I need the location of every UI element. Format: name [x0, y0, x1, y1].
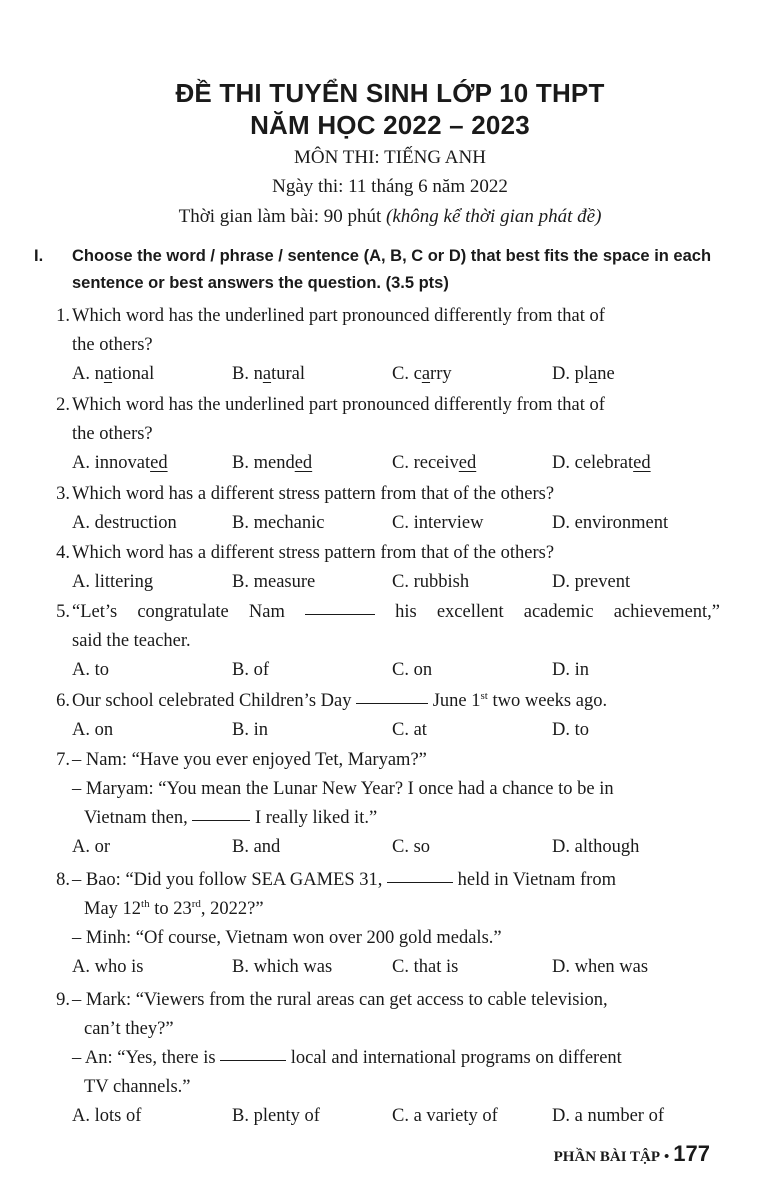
option-b[interactable]: B. mechanic: [232, 513, 325, 533]
underlined-part: a: [421, 364, 431, 384]
option-b[interactable]: B. which was: [232, 957, 333, 977]
option-a[interactable]: A. national: [72, 364, 155, 384]
question-text: Which word has the underlined part pronounced differently from that of: [72, 395, 605, 415]
option-b[interactable]: B. measure: [232, 572, 316, 592]
page-number: 177: [673, 1141, 710, 1166]
question-number: 1.: [56, 306, 70, 326]
question-text: Our school celebrated Children’s Day June 1st two weeks ago.: [72, 690, 608, 711]
option-b[interactable]: B. in: [232, 720, 268, 740]
page-footer: [554, 1141, 710, 1167]
exam-title-line2: NĂM HỌC 2022 – 2023: [250, 110, 530, 140]
option-a[interactable]: A. on: [72, 720, 114, 740]
question-text-cont: the others?: [72, 424, 153, 444]
answer-options: [72, 360, 720, 389]
option-a[interactable]: A. to: [72, 660, 109, 680]
exam-title-line1: ĐỀ THI TUYỂN SINH LỚP 10 THPT: [175, 78, 605, 108]
question-number: 9.: [56, 990, 70, 1010]
option-c[interactable]: C. so: [392, 837, 431, 857]
underlined-part: a: [262, 364, 272, 384]
answer-blank[interactable]: [192, 819, 250, 821]
option-a[interactable]: A. lots of: [72, 1106, 142, 1126]
question-text: “Let’s congratulate Nam his excellent academic achievement,”: [72, 602, 721, 622]
question-8: [30, 866, 720, 982]
answer-blank[interactable]: [220, 1059, 286, 1061]
option-b[interactable]: B. and: [232, 837, 281, 857]
question-4: [30, 539, 720, 597]
footer-section-label: PHẦN BÀI TẬP: [553, 1149, 661, 1165]
option-d[interactable]: D. a number of: [552, 1106, 664, 1126]
option-d[interactable]: D. when was: [552, 957, 649, 977]
option-a[interactable]: A. or: [72, 837, 111, 857]
answer-blank[interactable]: [356, 702, 428, 704]
question-number: 5.: [56, 602, 70, 622]
dialogue-line: – Minh: “Of course, Vietnam won over 200 gold medals.”: [72, 928, 502, 948]
footer-bullet: •: [664, 1149, 670, 1165]
option-c[interactable]: C. that is: [392, 957, 459, 977]
option-a[interactable]: A. destruction: [72, 513, 177, 533]
option-b[interactable]: B. plenty of: [232, 1106, 320, 1126]
answer-blank[interactable]: [305, 613, 375, 615]
question-5: [30, 598, 720, 685]
question-text: Which word has a different stress pattern from that of the others?: [72, 543, 555, 563]
option-d[interactable]: D. in: [552, 660, 589, 680]
option-d[interactable]: D. although: [552, 837, 640, 857]
option-c[interactable]: C. a variety of: [392, 1106, 498, 1126]
underlined-part: a: [103, 364, 113, 384]
answer-blank[interactable]: [387, 881, 453, 883]
section-instruction: Choose the word / phrase / sentence (A, B, C or D) that best fits the space in each sentence or best answers the question. (3.5 pts): [72, 247, 712, 292]
dialogue-line: – Bao: “Did you follow SEA GAMES 31, held in Vietnam from May 12th to 23rd, 2022?”: [72, 870, 616, 919]
question-number: 7.: [56, 750, 70, 770]
answer-options: [72, 656, 720, 685]
underlined-part: ed: [458, 453, 477, 473]
question-text: Which word has a different stress pattern from that of the others?: [72, 484, 555, 504]
exam-subject: MÔN THI: TIẾNG ANH: [294, 147, 486, 168]
question-text-cont: said the teacher.: [72, 631, 191, 651]
exam-time: [0, 205, 780, 229]
option-d[interactable]: D. celebrated: [552, 453, 651, 473]
exam-time-note: (không kể thời gian phát đề): [386, 206, 602, 227]
section-heading: [30, 243, 720, 297]
option-b[interactable]: B. natural: [232, 364, 305, 384]
question-number: 4.: [56, 543, 70, 563]
underlined-part: ed: [150, 453, 168, 473]
answer-options: [72, 449, 720, 478]
section-number: I.: [34, 247, 44, 265]
option-c[interactable]: C. rubbish: [392, 572, 470, 592]
answer-options: [72, 716, 720, 745]
dialogue-line: – Mark: “Viewers from the rural areas can get access to cable television, can’t they?”: [72, 990, 608, 1039]
question-1: [30, 302, 720, 389]
answer-options: [72, 568, 720, 597]
option-d[interactable]: D. environment: [552, 513, 669, 533]
question-7: [30, 746, 720, 862]
question-number: 3.: [56, 484, 70, 504]
option-c[interactable]: C. at: [392, 720, 427, 740]
exam-time-text: Thời gian làm bài: 90 phút: [178, 206, 382, 227]
dialogue-line: – Maryam: “You mean the Lunar New Year? I once had a chance to be in Vietnam then, I really liked it.”: [72, 779, 614, 828]
answer-options: [72, 953, 720, 982]
option-b[interactable]: B. mended: [232, 453, 313, 473]
underlined-part: ed: [294, 453, 313, 473]
question-6: [30, 687, 720, 745]
option-a[interactable]: A. innovated: [72, 453, 168, 473]
question-number: 8.: [56, 870, 70, 890]
option-c[interactable]: C. carry: [392, 364, 452, 384]
question-3: [30, 480, 720, 538]
option-d[interactable]: D. prevent: [552, 572, 631, 592]
dialogue-line: – An: “Yes, there is local and international programs on different TV channels.”: [72, 1048, 622, 1097]
answer-options: [72, 509, 720, 538]
dialogue-line: – Nam: “Have you ever enjoyed Tet, Maryam?”: [72, 750, 427, 770]
option-c[interactable]: C. on: [392, 660, 433, 680]
question-2: [30, 391, 720, 478]
option-a[interactable]: A. who is: [72, 957, 144, 977]
underlined-part: ed: [633, 453, 651, 473]
option-c[interactable]: C. received: [392, 453, 477, 473]
question-number: 2.: [56, 395, 70, 415]
option-d[interactable]: D. to: [552, 720, 589, 740]
exam-date: Ngày thi: 11 tháng 6 năm 2022: [272, 176, 508, 197]
underlined-part: a: [589, 364, 598, 384]
answer-options: [72, 1102, 720, 1131]
question-text: Which word has the underlined part pronounced differently from that of: [72, 306, 605, 326]
question-9: [30, 986, 720, 1131]
question-number: 6.: [56, 691, 70, 711]
option-c[interactable]: C. interview: [392, 513, 484, 533]
option-b[interactable]: B. of: [232, 660, 269, 680]
option-a[interactable]: A. littering: [72, 572, 154, 592]
option-d[interactable]: D. plane: [552, 364, 615, 384]
question-text-cont: the others?: [72, 335, 153, 355]
answer-options: [72, 833, 720, 862]
